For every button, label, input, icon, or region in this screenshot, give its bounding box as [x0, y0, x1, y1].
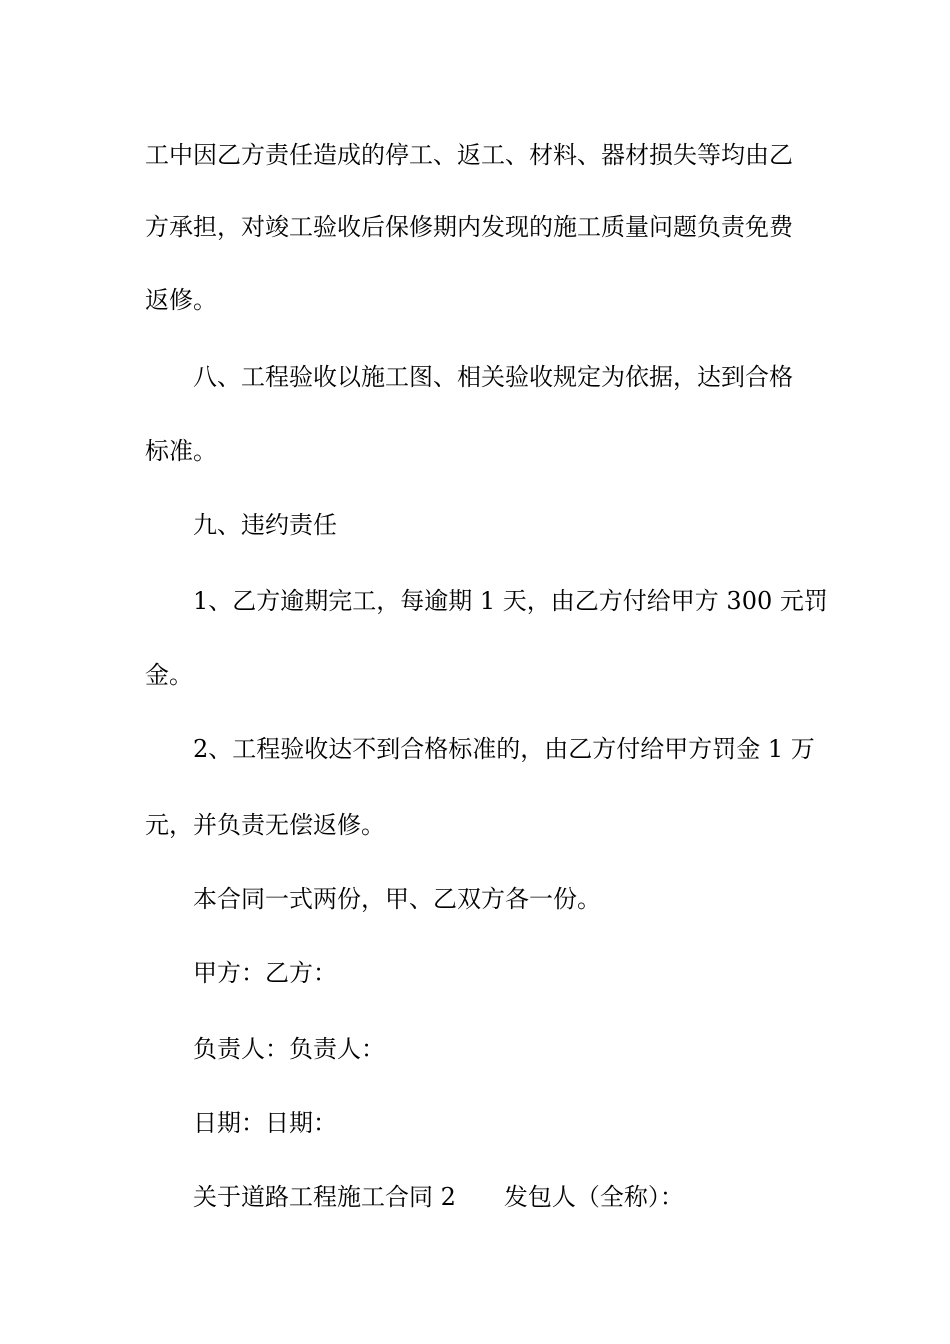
contractor-label: 发包人（全称）： [503, 1183, 684, 1211]
paragraph-line: 方承担，对竣工验收后保修期内发现的施工质量问题负责免费 [145, 213, 793, 241]
paragraph-line: 标准。 [145, 437, 217, 465]
party-signature-line: 甲方：乙方： [193, 959, 337, 987]
contract-title: 关于道路工程施工合同 2 [193, 1183, 456, 1211]
clause-two: 2、工程验收达不到合格标准的，由乙方付给甲方罚金 1 万 [193, 735, 815, 763]
paragraph-line: 金。 [145, 661, 193, 689]
paragraph-line: 工中因乙方责任造成的停工、返工、材料、器材损失等均由乙 [145, 141, 793, 169]
paragraph-line: 返修。 [145, 286, 217, 314]
section-heading-eight: 八、工程验收以施工图、相关验收规定为依据，达到合格 [193, 363, 793, 391]
clause-one: 1、乙方逾期完工，每逾期 1 天，由乙方付给甲方 300 元罚 [193, 587, 828, 615]
paragraph-line: 元，并负责无偿返修。 [145, 811, 385, 839]
section-heading-nine: 九、违约责任 [193, 511, 337, 539]
date-line: 日期：日期： [193, 1109, 337, 1137]
next-contract-heading [193, 1182, 684, 1212]
representative-signature-line: 负责人：负责人： [193, 1035, 385, 1063]
copies-statement: 本合同一式两份，甲、乙双方各一份。 [193, 885, 601, 913]
